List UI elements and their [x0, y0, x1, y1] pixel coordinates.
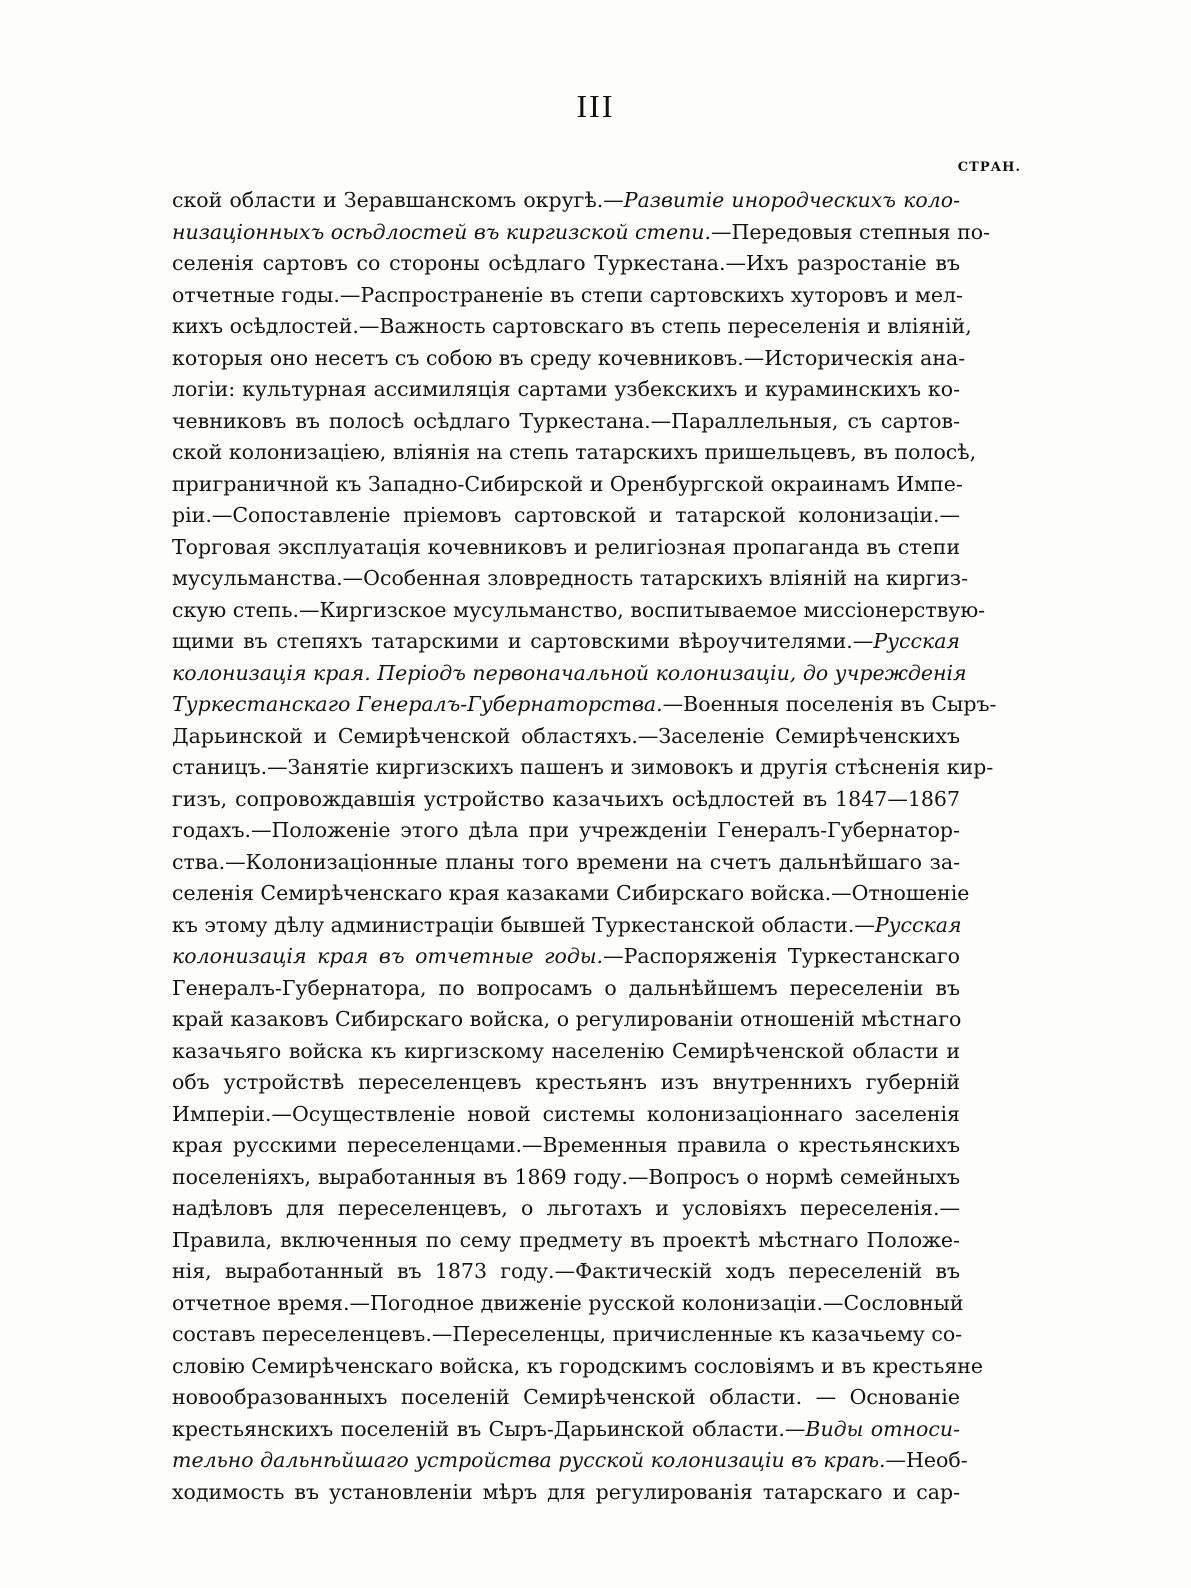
text-segment: Торговая эксплуатація кочевниковъ и религіозная пропаганда въ степи — [172, 534, 960, 559]
italic-text-segment: колонизація края въ отчетные годы. — [172, 944, 604, 968]
text-line — [172, 1319, 963, 1351]
text-line — [172, 311, 972, 343]
text-line — [172, 941, 960, 973]
text-segment: къ этому дѣлу администраціи бывшей Туркестанской области.— — [172, 912, 875, 937]
text-segment: ской области и Зеравшанскомъ округѣ.— — [172, 188, 624, 212]
text-line — [172, 1004, 960, 1036]
text-line — [172, 1351, 984, 1383]
text-line — [172, 626, 960, 658]
text-line — [172, 1099, 960, 1131]
text-line — [172, 1477, 960, 1509]
text-line — [172, 815, 960, 847]
text-segment: кихъ осѣдлостей.—Важность сартовскаго въ степь переселенія и вліяній, — [172, 314, 972, 338]
text-segment: крестьянскихъ поселеній въ Сыръ-Дарьинской области.— — [172, 1416, 806, 1441]
text-line — [172, 1130, 960, 1162]
text-segment: Правила, включенныя по сему предмету въ проектѣ мѣстнаго Положе- — [172, 1227, 960, 1252]
text-segment: —Военныя поселенія въ Сыръ- — [662, 692, 997, 716]
text-segment: мусульманства.—Особенная зловредность татарскихъ вліяній на киргиз- — [172, 566, 969, 590]
text-segment: гизъ, сопровождавшія устройство казачьихъ осѣдлостей въ 1847—1867 — [172, 786, 960, 811]
text-segment: казачьяго войска къ киргизскому населенію Семирѣченской области и — [172, 1038, 960, 1063]
text-segment: —Передовыя степныя по- — [711, 219, 991, 244]
text-segment: края русскими переселенцами.—Временныя правила о крестьянскихъ — [172, 1133, 960, 1157]
text-line — [172, 217, 991, 249]
body-text — [172, 185, 997, 1508]
text-segment: станицъ.—Занятіе киргизскихъ пашенъ и зимовокъ и другія стѣсненія кир- — [172, 755, 994, 779]
text-line — [172, 973, 960, 1005]
text-segment: щими въ степяхъ татарскими и сартовскими вѣроучителями.— — [172, 629, 874, 653]
text-segment: ской колонизаціею, вліянія на степь татарскихъ пришельцевъ, въ полосѣ, — [172, 440, 977, 464]
text-line — [172, 280, 963, 312]
text-line — [172, 1288, 964, 1320]
text-line — [172, 784, 960, 816]
text-line — [172, 658, 967, 690]
italic-text-segment: Виды относи- — [805, 1416, 960, 1441]
text-segment: новообразованныхъ поселеній Семирѣченской области. — Основаніе — [172, 1385, 960, 1409]
text-segment: надѣловъ для переселенцевъ, о льготахъ и условіяхъ переселенія.— — [172, 1196, 960, 1220]
column-label: СТРАН. — [957, 160, 1021, 175]
text-line — [172, 1382, 960, 1414]
text-segment: край казаковъ Сибирскаго войска, о регулированіи отношеній мѣстнаго — [172, 1007, 962, 1031]
text-line — [172, 1445, 968, 1477]
text-line — [172, 595, 986, 627]
text-segment: составъ переселенцевъ.—Переселенцы, причисленные къ казачьему со- — [172, 1322, 963, 1346]
text-line — [172, 1162, 960, 1194]
text-line — [172, 532, 960, 564]
italic-text-segment: Туркестанскаго Генералъ-Губернаторства. — [172, 692, 663, 716]
text-line — [172, 500, 960, 532]
text-segment: Дарьинской и Семирѣченской областяхъ.—Заселеніе Семирѣченскихъ — [172, 723, 960, 748]
text-line — [172, 406, 960, 438]
text-line — [172, 847, 960, 879]
text-segment: —Необ- — [885, 1448, 968, 1472]
text-segment: скую степь.—Киргизское мусульманство, воспитываемое миссіонерствую- — [172, 597, 986, 622]
text-line — [172, 1193, 960, 1225]
text-segment: логіи: культурная ассимиляція сартами узбекскихъ и кураминскихъ ко- — [172, 377, 960, 401]
text-segment: ріи.—Сопоставленіе пріемовъ сартовской и татарской колонизаціи.— — [172, 503, 960, 527]
text-segment: —Распоряженія Туркестанскаго — [603, 944, 960, 968]
text-segment: селенія Семирѣченскаго края казаками Сибирскаго войска.—Отношеніе — [172, 881, 970, 905]
text-segment: поселеніяхъ, выработанныя въ 1869 году.—Вопросъ о нормѣ семейныхъ — [172, 1164, 960, 1189]
text-line — [172, 752, 994, 784]
text-segment: Генералъ-Губернатора, по вопросамъ о дальнѣйшемъ переселеніи въ — [172, 975, 960, 1000]
italic-text-segment: Русская — [874, 912, 962, 937]
text-line — [172, 689, 997, 721]
italic-text-segment: Развитіе инородческихъ коло- — [623, 188, 960, 212]
text-segment: отчетное время.—Погодное движеніе русской колонизаціи.—Сословный — [172, 1290, 964, 1315]
italic-text-segment: тельно дальнѣйшаго устройства русской колонизаціи въ краѣ. — [172, 1448, 886, 1472]
text-line — [172, 374, 960, 406]
text-line — [172, 1036, 960, 1068]
text-line — [172, 248, 960, 280]
text-line — [172, 437, 977, 469]
text-segment: селенія сартовъ со стороны осѣдлаго Туркестана.—Ихъ разростаніе въ — [172, 251, 960, 275]
text-segment: объ устройствѣ переселенцевъ крестьянъ изъ внутреннихъ губерній — [172, 1070, 960, 1094]
text-line — [172, 1225, 960, 1257]
text-line — [172, 563, 969, 595]
text-segment: словію Семирѣченскаго войска, къ городскимъ сословіямъ и въ крестьяне — [172, 1353, 984, 1378]
text-segment: ства.—Колонизаціонные планы того времени на счетъ дальнѣйшаго за- — [172, 849, 960, 874]
text-segment: Имперіи.—Осуществленіе новой системы колонизаціоннаго заселенія — [172, 1101, 960, 1126]
page-number: III — [576, 88, 615, 124]
text-segment: ходимость въ установленіи мѣръ для регулированія татарскаго и сар- — [172, 1479, 960, 1504]
text-line — [172, 721, 960, 753]
text-line — [172, 910, 960, 942]
text-segment: которыя оно несетъ съ собою въ среду кочевниковъ.—Историческія ана- — [172, 345, 966, 370]
text-segment: годахъ.—Положеніе этого дѣла при учрежденіи Генералъ-Губернатор- — [172, 818, 960, 842]
text-segment: чевниковъ въ полосѣ осѣдлаго Туркестана.—Параллельныя, съ сартов- — [172, 408, 960, 433]
text-segment: отчетные годы.—Распространеніе въ степи сартовскихъ хуторовъ и мел- — [172, 282, 963, 307]
text-line — [172, 469, 963, 501]
italic-text-segment: Русская — [873, 629, 960, 653]
text-line — [172, 1256, 960, 1288]
italic-text-segment: низаціонныхъ осѣдлостей въ киргизской степи. — [172, 219, 712, 244]
text-segment: нія, выработанный въ 1873 году.—Фактическій ходъ переселеній въ — [172, 1259, 960, 1283]
italic-text-segment: колонизація края. Періодъ первоначальной колонизаціи, до учрежденія — [172, 660, 967, 685]
text-segment: приграничной къ Западно-Сибирской и Оренбургской окраинамъ Импе- — [172, 471, 963, 496]
text-line — [172, 185, 960, 217]
text-line — [172, 1414, 960, 1446]
text-line — [172, 878, 970, 910]
text-line — [172, 343, 966, 375]
text-line — [172, 1067, 960, 1099]
